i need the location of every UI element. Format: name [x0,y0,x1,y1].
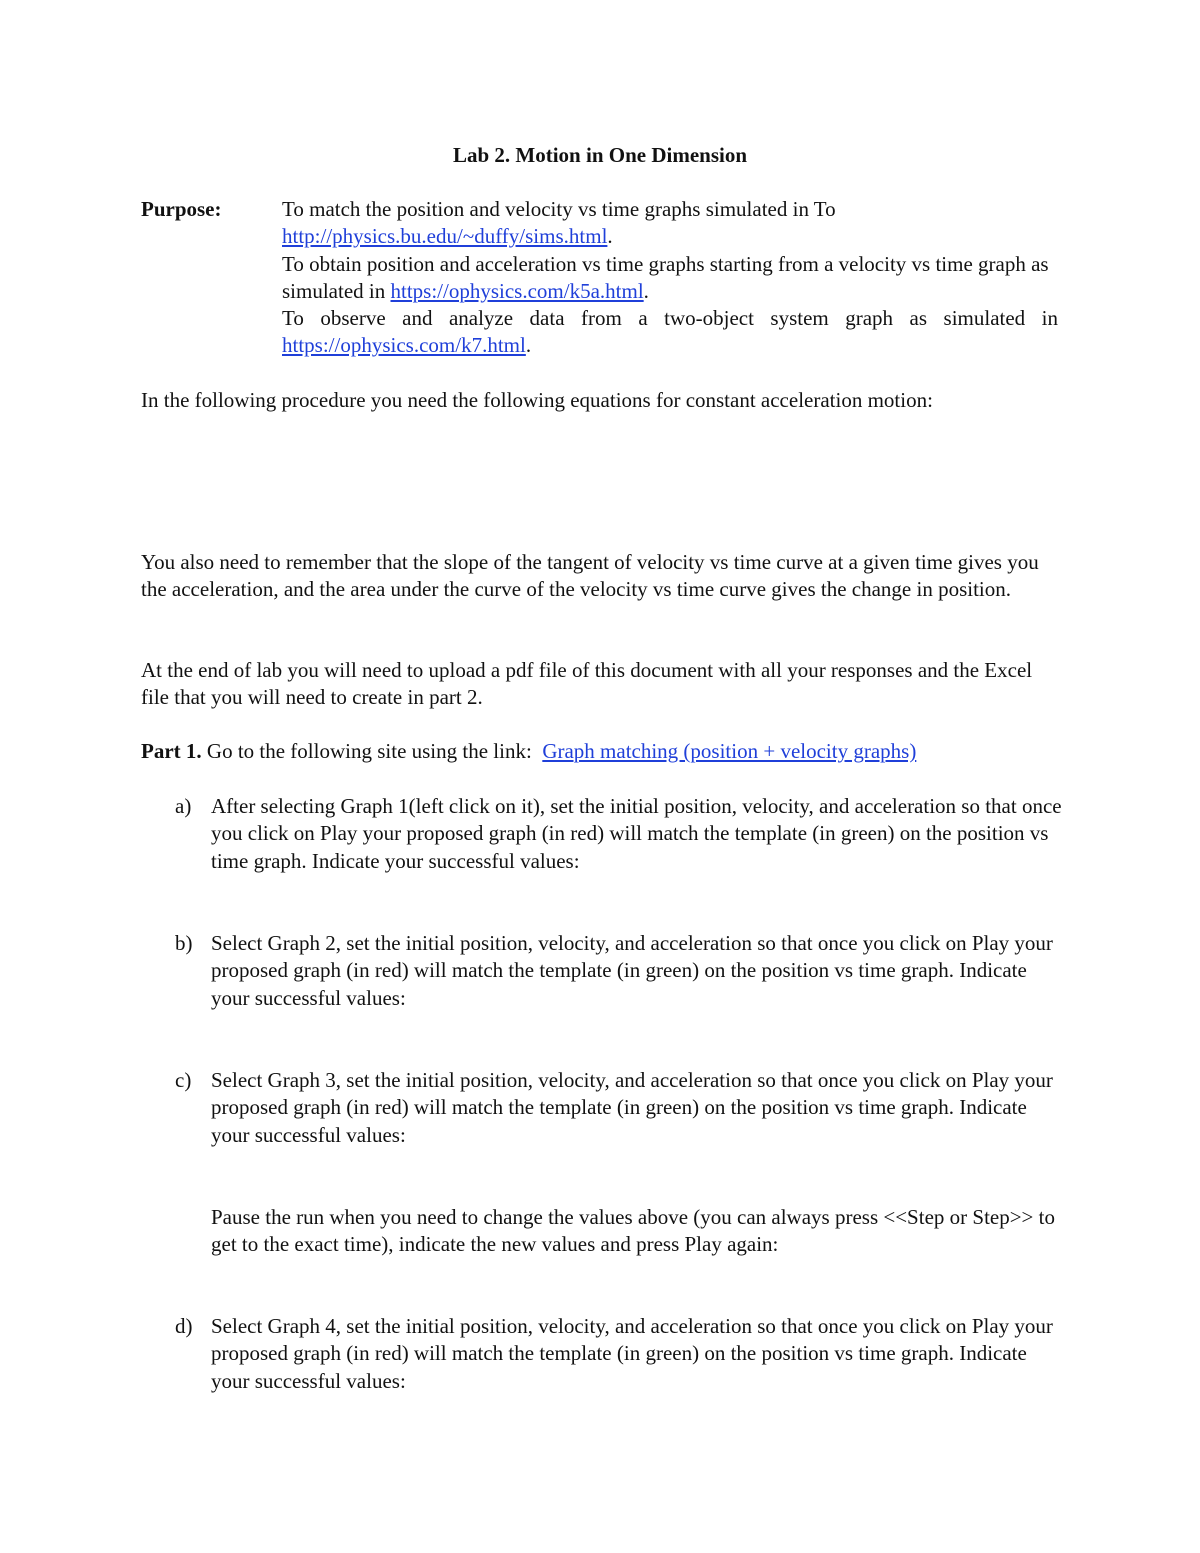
question-a-text: After selecting Graph 1(left click on it), set the initial position, velocity, and acceleration so that once you click on Play your proposed graph (in red) will match the template (in green) on the position vs time graph. Indicate your successful values: [211,794,1062,873]
question-d-marker: d) [175,1314,193,1338]
question-c-marker: c) [175,1068,192,1092]
part1-heading [141,738,1061,765]
part1-text: Go to the following site using the link: [206,739,532,763]
equations-intro: In the following procedure you need the following equations for constant acceleration motion: [141,388,933,412]
page-title: Lab 2. Motion in One Dimension [452,143,748,167]
upload-paragraph: At the end of lab you will need to upload a pdf file of this document with all your responses and the Excel file that you will need to create in part 2. [141,658,1033,710]
purpose-line-3-text: To observe and analyze data from a two-object system graph as simulated in [282,306,1058,331]
purpose-body [282,196,1058,360]
ophysics-k7-link[interactable]: https://ophysics.com/k7.html [282,333,526,358]
question-c-pause-note: Pause the run when you need to change the values above (you can always press <<Step or Step>> to get to the exact time), indicate the new values and press Play again: [211,1205,1055,1257]
question-b-marker: b) [175,931,193,955]
purpose-label: Purpose: [141,197,222,221]
purpose-line-3-end: . [525,333,532,358]
remember-paragraph: You also need to remember that the slope of the tangent of velocity vs time curve at a given time gives you the acceleration, and the area under the curve of the velocity vs time curve gives the change in position. [141,550,1039,602]
question-b-text: Select Graph 2, set the initial position, velocity, and acceleration so that once you click on Play your proposed graph (in red) will match the template (in green) on the position vs time graph. Indicate your successful values: [211,931,1053,1010]
purpose-line-1 [282,196,1058,251]
purpose-line-2-end: . [643,278,649,303]
purpose-line-2 [282,251,1058,306]
purpose-line-3 [282,305,1058,360]
purpose-line-1-end: . [607,224,613,249]
purpose-line-1-text: To match the position and velocity vs time graphs simulated in To [282,197,836,221]
purpose-line-2-text: To obtain position and acceleration vs time graphs starting from a velocity vs time graph as simulated in [282,251,1049,303]
physics-bu-link[interactable]: http://physics.bu.edu/~duffy/sims.html [282,224,608,249]
part1-label: Part 1. [141,739,202,763]
question-a-marker: a) [175,794,192,818]
graph-matching-link[interactable]: Graph matching (position + velocity graphs) [542,739,917,763]
ophysics-k5a-link[interactable]: https://ophysics.com/k5a.html [390,278,644,303]
question-d-text: Select Graph 4, set the initial position, velocity, and acceleration so that once you click on Play your proposed graph (in red) will match the template (in green) on the position vs time graph. Indicate your successful values: [211,1314,1053,1393]
question-c-text: Select Graph 3, set the initial position, velocity, and acceleration so that once you click on Play your proposed graph (in red) will match the template (in green) on the position vs time graph. Indicate your successful values: [211,1068,1053,1147]
